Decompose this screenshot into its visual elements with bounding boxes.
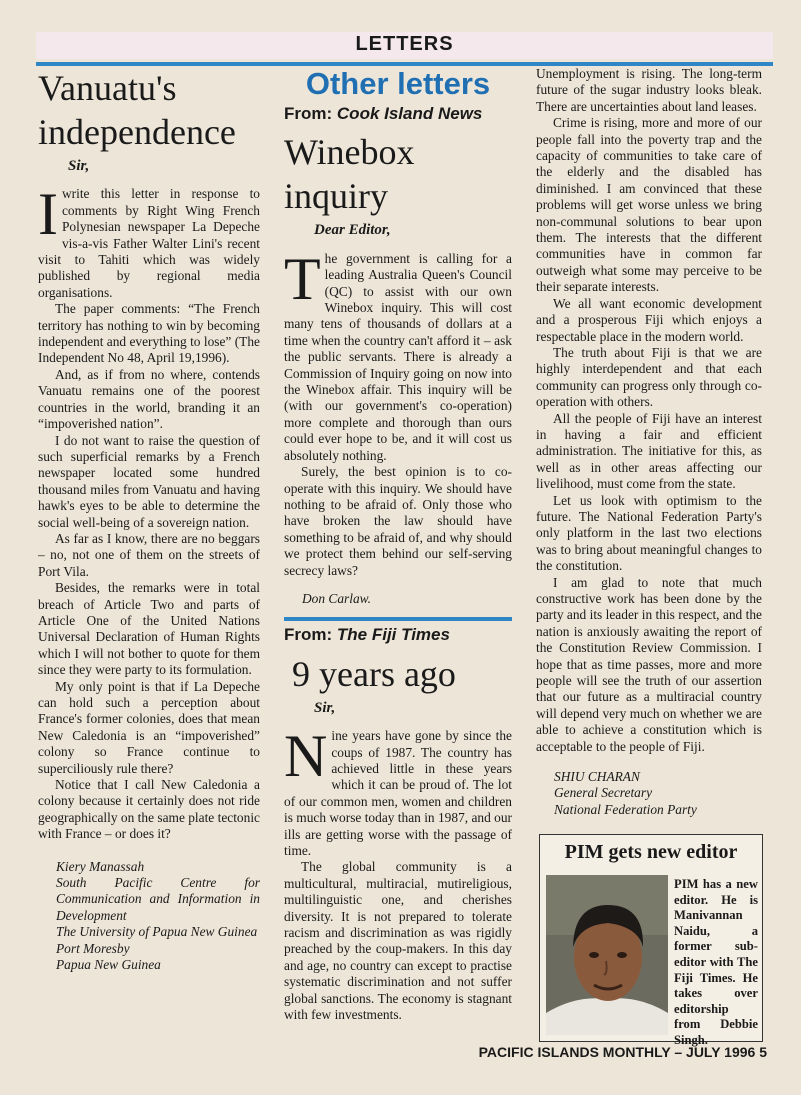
- from-label: From:: [284, 625, 333, 645]
- paragraph: All the people of Fiji have an interest in having a fair and efficient administration. The initiative for this, as well as in other areas affecting our livelihood, must come from the state.: [536, 410, 762, 492]
- signature-line: The University of Papua New Guinea: [56, 924, 258, 940]
- signature-line: Papua New Guinea: [56, 957, 161, 973]
- other-letters-title: Other letters: [305, 66, 491, 101]
- signature-line: National Federation Party: [554, 801, 697, 817]
- section-label: LETTERS: [355, 33, 454, 55]
- column-fiji-continued: [536, 66, 762, 818]
- signature-line: South Pacific Centre for Communication and Information in Development: [56, 875, 260, 923]
- paragraph: Unemployment is rising. The long-term future of the sugar industry looks bleak. There are uncertainties about land leases.: [536, 66, 762, 114]
- pim-box-text: PIM has a new editor. He is Manivannan Naidu, a former sub-editor with The Fiji Times. He takes over editorship from Debbie Singh.: [674, 877, 758, 1047]
- paragraph: he government is calling for a leading Australia Queen's Council (QC) to assist with our own Winebox inquiry. This will cost many tens of thousands of dollars at a time when the country can't afford it – ask the public servants. There is already a Commission of Inquiry going on now into the Winebox affair. This inquiry will be (with our government's co-operation) more complete and thorough than ours could ever hope to be, and it will cost us absolutely nothing.: [284, 250, 512, 463]
- paragraph: The truth about Fiji is that we are highly interdependent and that each community can progress only through co-operation with others.: [536, 344, 762, 410]
- headline-nine-years: 9 years ago: [292, 653, 456, 694]
- paragraph: The global community is a multicultural, multiracial, mutireligious, multilinguistic one, and cherishes diversity. It is not prepared to tolerate racism and discrimination as was rigidly preached by the coup-makers. In this day and age, no country can except to practise systematic discrimination and not suffer global sanctions. The economy is stagnant with few investments.: [284, 859, 512, 1023]
- pim-new-editor-box: [539, 834, 763, 1047]
- pim-box-title: PIM gets new editor: [564, 841, 738, 863]
- paragraph: Let us look with optimism to the future. The National Federation Party's only platform in the last two elections was to bring about meaningful changes to the constitution.: [536, 492, 762, 574]
- salutation: Dear Editor,: [314, 222, 391, 239]
- column-other-letters: [284, 66, 512, 1023]
- dropcap: N: [284, 723, 328, 790]
- salutation: Sir,: [314, 699, 336, 716]
- editor-portrait-photo: [546, 875, 668, 1035]
- paragraph: write this letter in response to comments by Right Wing French Polynesian newspaper La Depeche vis-a-vis Father Walter Lini's recent visit to Tahiti which was widely published by regional media organisations.: [38, 186, 260, 300]
- headline-winebox: Winebox inquiry: [284, 132, 415, 217]
- portrait-illustration: [546, 875, 668, 1035]
- signature-name: SHIU CHARAN: [554, 769, 640, 785]
- signature-name: Kiery Manassah: [56, 858, 145, 874]
- dropcap: I: [38, 181, 58, 248]
- divider-rule: [284, 617, 512, 621]
- signature-line: General Secretary: [554, 785, 653, 801]
- from-label: From:: [284, 104, 333, 123]
- dropcap: T: [284, 245, 321, 312]
- signature-block: [38, 859, 260, 974]
- paragraph: I do not want to raise the question of such superficial remarks by a French newspaper located some hundred thousand miles from Vanuatu and having hawk's eyes to be able to determine the social well-being of a sovereign nation.: [38, 432, 260, 530]
- paragraph: Besides, the remarks were in total breach of Article Two and parts of Article One of the United Nations Universal Declaration of Human Rights which I will not bother to quote for them since they were party to its formulation.: [38, 580, 260, 678]
- paragraph: Surely, the best opinion is to co-operate with this inquiry. We should have nothing to be afraid of. Only those who have broken the law should have something to be afraid of, and why should we protect them behind our self-serving secrecy laws?: [284, 464, 512, 578]
- signature-name: Don Carlaw.: [302, 590, 371, 606]
- paragraph: My only point is that if La Depeche can hold such a perception about France's former colonies, does that mean New Caledonia is an “impoverished” colony so France continue to superciliously rule there?: [38, 678, 260, 776]
- signature-line: Port Moresby: [56, 940, 130, 956]
- source-name: Cook Island News: [336, 104, 483, 123]
- source-line-fiji-times: [284, 627, 512, 643]
- signature-block: [536, 769, 762, 818]
- page-footer: PACIFIC ISLANDS MONTHLY – JULY 1996 5: [478, 1044, 767, 1060]
- paragraph: I am glad to note that much constructive work has been done by the party and its leader in this respect, and the nation is anxiously awaiting the report of the Constitution Review Commission. I hope that as time passes, more and more people will see the truth of our assertion that our future as a multiracial country will depend very much on whether we are able to achieve a constitution which is acceptable to the people of Fiji.: [536, 574, 762, 754]
- paragraph: Crime is rising, more and more of our people fall into the poverty trap and the capacity of communities to take care of the elderly and the disabled has diminished. I am convinced that these problems will get worse unless we bring non-communal solutions to bear upon them. The interests that the different communities have in common far outweigh what some may perceive to be their separate interests.: [536, 115, 762, 295]
- column-vanuatu-letter: [38, 66, 260, 974]
- paragraph: Notice that I call New Caledonia a colony because it certainly does not ride geographically on the same plate tectonic with France – or does it?: [38, 777, 260, 842]
- salutation: Sir,: [68, 158, 90, 174]
- paragraph: As far as I know, there are no beggars – no, not one of them on the streets of Port Vila.: [38, 530, 260, 579]
- source-line-cook-islands: [284, 106, 512, 122]
- source-name: The Fiji Times: [336, 625, 450, 645]
- paragraph: We all want economic development and a prosperous Fiji which enjoys a respectable place in the modern world.: [536, 295, 762, 344]
- paragraph: And, as if from no where, contends Vanuatu remains one of the poorest countries in the world, branding it an “impoverished nation”.: [38, 366, 260, 432]
- headline-vanuatu: Vanuatu's independence: [38, 68, 236, 152]
- paragraph: The paper comments: “The French territory has nothing to win by becoming independent and everything to lose” (The Independent No 48, April 19,1996).: [38, 301, 260, 366]
- paragraph: ine years have gone by since the coups of 1987. The country has achieved little in these years which it can be proud of. The lot of our common men, women and children is much worse today than in 1987, and our ills are getting worse with the passage of time.: [284, 728, 512, 858]
